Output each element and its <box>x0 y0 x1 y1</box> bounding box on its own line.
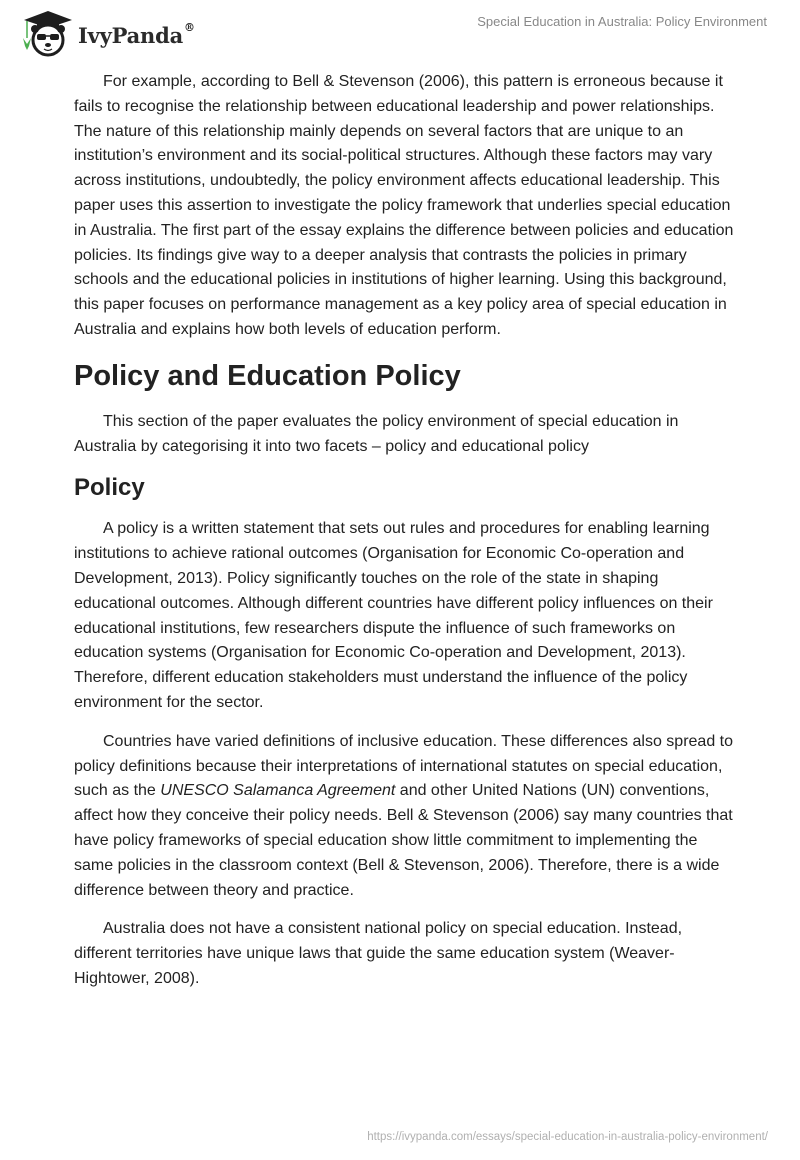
paragraph-text-start: Countries have varied definitions of inclusive education. These differences also spread to policy definitions because their interpretations of international statutes on special education, such as the <box>74 732 734 800</box>
policy-paragraph-3: Australia does not have a consistent national policy on special education. Instead, different territories have unique laws that guide the same education system (Weaver-Hightower, 2008). <box>74 920 683 987</box>
policy-paragraph-2 <box>74 730 734 904</box>
section-heading: Policy and Education Policy <box>74 359 461 392</box>
essay-content <box>74 70 734 1006</box>
panda-graduation-cap-icon <box>18 8 74 58</box>
policy-paragraph-1: A policy is a written statement that sets out rules and procedures for enabling learning institutions to achieve rational outcomes (Organisation for Economic Co-operation and Development, 2013). Policy significantly touches on the role of the state in shaping educational outcomes. Although different countries have different policy influences on their educational institutions, few researchers dispute the influence of such frameworks on education systems (Organisation for Economic Co-operation and Development, 2013). Therefore, different education stakeholders must understand the influence of the policy environment for the sector. <box>74 520 713 711</box>
section-paragraph: This section of the paper evaluates the policy environment of special education in Australia by categorising it into two facets – policy and educational policy <box>74 412 679 455</box>
source-url[interactable]: https://ivypanda.com/essays/special-education-in-australia-policy-environment/ <box>367 1131 768 1143</box>
intro-paragraph: For example, according to Bell & Stevenson (2006), this pattern is erroneous because it fails to recognise the relationship between educational leadership and power relationships. The nature of this relationship mainly depends on several factors that are unique to an institution’s environment and its social-political structures. Although these factors may vary across institutions, undoubtedly, the policy environment affects educational leadership. This paper uses this assertion to investigate the policy framework that underlies special education in Australia. The first part of the essay explains the difference between policies and education policies. Its findings give way to a deeper analysis that contrasts the policies in primary schools and the educational policies in institutions of higher learning. Using this background, this paper focuses on performance management as a key policy area of special education in Australia and explains how both levels of education perform. <box>74 73 734 338</box>
italic-agreement-title: UNESCO Salamanca Agreement <box>160 782 396 800</box>
ivypanda-logo[interactable] <box>18 8 195 58</box>
registered-mark: ® <box>184 20 195 34</box>
subsection-heading: Policy <box>74 474 145 502</box>
paragraph-text-end: and other United Nations (UN) conventions, affect how they conceive their policy needs. Bell & Stevenson (2006) say many countries that have policy frameworks of special education show little commitment to implementing the same policies in the classroom context (Bell & Stevenson, 2006). Therefore, there is a wide difference between theory and practice. <box>74 782 733 899</box>
document-title: Special Education in Australia: Policy Environment <box>477 14 767 29</box>
page-header <box>0 0 800 60</box>
logo-text: IvyPanda® <box>78 20 195 48</box>
